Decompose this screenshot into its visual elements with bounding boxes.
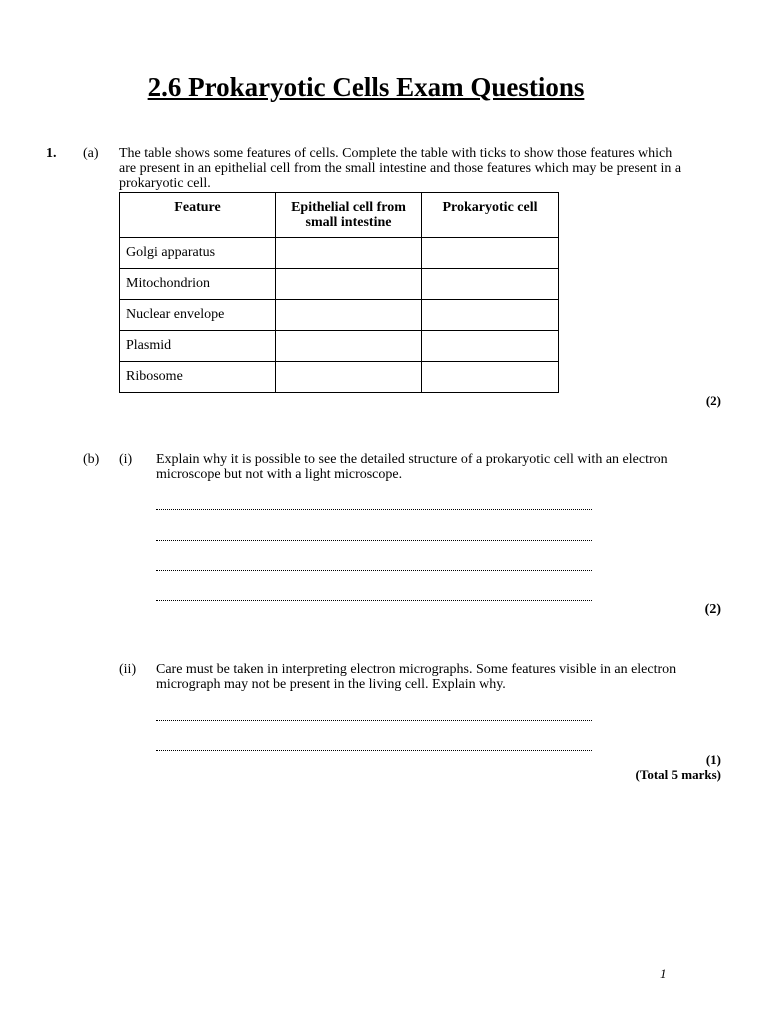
table-row — [120, 362, 559, 393]
table-row — [120, 300, 559, 331]
table-row — [120, 331, 559, 362]
part-b-label: (b) — [83, 452, 100, 467]
feature-name: Ribosome — [120, 362, 276, 393]
answer-line[interactable] — [156, 509, 592, 510]
epithelial-answer-cell[interactable] — [276, 331, 422, 362]
part-a-text: The table shows some features of cells. Complete the table with ticks to show those features which are present in an epithelial cell from the small intestine and those features which may be present in a prokaryotic cell. — [119, 146, 682, 191]
header-epithelial-cell: Epithelial cell from small intestine — [276, 193, 422, 238]
table-header-row — [120, 193, 559, 238]
part-a-marks: (2) — [705, 393, 721, 408]
part-b-ii-text: Care must be taken in interpreting electron micrographs. Some features visible in an electron micrograph may not be present in the living cell. Explain why. — [156, 662, 677, 692]
feature-name: Nuclear envelope — [120, 300, 276, 331]
features-table — [119, 192, 559, 393]
header-prokaryotic-cell: Prokaryotic cell — [422, 193, 559, 238]
part-b-ii-marks: (1) — [705, 752, 721, 767]
page-title: 2.6 Prokaryotic Cells Exam Questions — [147, 72, 585, 102]
prokaryotic-answer-cell[interactable] — [422, 331, 559, 362]
epithelial-answer-cell[interactable] — [276, 362, 422, 393]
prokaryotic-answer-cell[interactable] — [422, 238, 559, 269]
answer-line[interactable] — [156, 540, 592, 541]
part-b-i-label: (i) — [119, 452, 133, 467]
table-row — [120, 269, 559, 300]
part-b-ii-label: (ii) — [119, 662, 137, 677]
answer-line[interactable] — [156, 570, 592, 571]
prokaryotic-answer-cell[interactable] — [422, 362, 559, 393]
page-number: 1 — [660, 966, 667, 981]
feature-name: Golgi apparatus — [120, 238, 276, 269]
epithelial-answer-cell[interactable] — [276, 238, 422, 269]
answer-line[interactable] — [156, 720, 592, 721]
part-a-label: (a) — [83, 146, 99, 161]
answer-line[interactable] — [156, 600, 592, 601]
question-number: 1. — [46, 146, 57, 161]
header-feature: Feature — [120, 193, 276, 238]
total-marks: (Total 5 marks) — [635, 767, 721, 782]
epithelial-answer-cell[interactable] — [276, 300, 422, 331]
prokaryotic-answer-cell[interactable] — [422, 300, 559, 331]
feature-name: Plasmid — [120, 331, 276, 362]
part-b-i-text: Explain why it is possible to see the detailed structure of a prokaryotic cell with an electron microscope but not with a light microscope. — [156, 452, 668, 482]
answer-line[interactable] — [156, 750, 592, 751]
epithelial-answer-cell[interactable] — [276, 269, 422, 300]
table-row — [120, 238, 559, 269]
feature-name: Mitochondrion — [120, 269, 276, 300]
prokaryotic-answer-cell[interactable] — [422, 269, 559, 300]
part-b-i-marks: (2) — [704, 602, 721, 617]
